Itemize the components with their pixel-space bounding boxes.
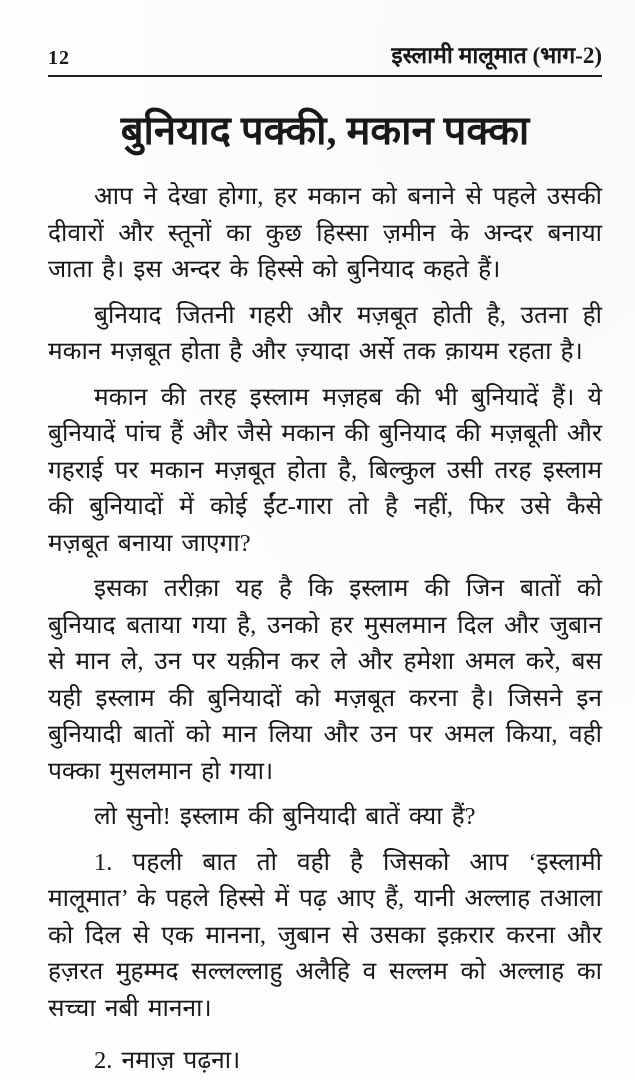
body-paragraph: बुनियाद जितनी गहरी और मज़बूत होती है, उतना ही मकान मज़बूत होता है और ज़्यादा अर्से तक क़ायम रहता है।	[48, 301, 602, 365]
body-paragraph: लो सुनो! इस्लाम की बुनियादी बातें क्या हैं?	[94, 803, 476, 830]
body-paragraph: मकान की तरह इस्लाम मज़हब की भी बुनियादें हैं। ये बुनियादें पांच हैं और जैसे मकान की बुनियाद की मज़बूती और गहराई पर मकान मज़बूत होता है, बिल्कुल उसी तरह इस्लाम की बुनियादों में कोई ईंट-गारा तो है नहीं, फिर उसे कैसे मज़बूत बनाया जाएगा?	[48, 383, 602, 557]
body-paragraph: आप ने देखा होगा, हर मकान को बनाने से पहले उसकी दीवारों और स्तूनों का कुछ हिस्सा ज़मीन के अन्दर बनाया जाता है। इस अन्दर के हिस्से को बुनियाद कहते हैं।	[48, 183, 602, 283]
body-paragraph: इसका तरीक़ा यह है कि इस्लाम की जिन बातों को बुनियाद बताया गया है, उनको हर मुसलमान दिल और जुबान से मान ले, उन पर यक़ीन कर ले और हमेशा अमल करे, बस यही इस्लाम की बुनियादों को मज़बूत करना है। जिसने इन बुनियादी बातों को मान लिया और उन पर अमल किया, वही पक्का मुसलमान हो गया।	[48, 575, 602, 785]
body-paragraph: 1. पहली बात तो वही है जिसको आप ‘इस्लामी मालूमात’ के पहले हिस्से में पढ़ आए हैं, यानी अल्लाह तआला को दिल से एक मानना, जुबान से उसका इक़रार करना और हज़रत मुहम्मद सल्लल्लाहु अलैहि व सल्लम को अल्लाह का सच्चा नबी मानना।	[48, 848, 602, 1022]
running-header-title: इस्लामी मालूमात (भाग-2)	[391, 43, 602, 68]
body-text	[48, 179, 602, 1080]
chapter-title: बुनियाद पक्की, मकान पक्का	[120, 108, 530, 153]
page-header	[48, 38, 602, 77]
body-paragraph: 2. नमाज़ पढ़ना।	[94, 1047, 241, 1074]
page-number: 12	[48, 47, 70, 69]
